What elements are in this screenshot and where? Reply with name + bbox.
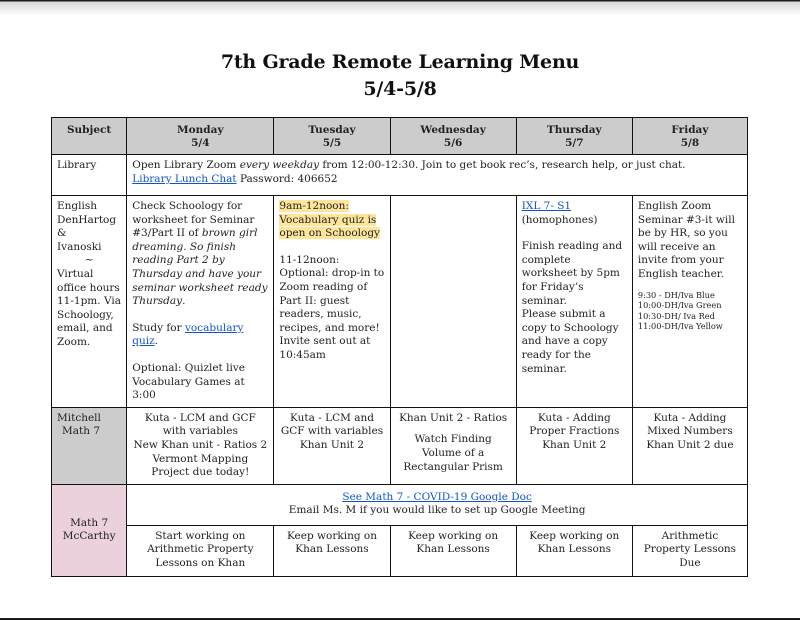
library-info-cell <box>127 155 748 196</box>
subject-teacher: Mitchell <box>57 411 101 424</box>
cell-text: . <box>182 295 186 308</box>
cell-text: Kuta - Adding Proper Fractions <box>529 411 620 438</box>
header-date: 5/7 <box>565 137 584 149</box>
document-date-range: 5/4-5/8 <box>363 78 437 100</box>
cell-text: . <box>154 335 158 348</box>
header-subject <box>52 118 127 155</box>
mccarthy-banner-cell <box>127 484 748 525</box>
subject-mccarthy-math <box>52 484 127 576</box>
highlighted-quiz-note: 9am-12noon: Vocabulary quiz is open on Schoology <box>279 200 380 240</box>
schedule-item: 10:00-DH/Iva Green <box>637 300 722 311</box>
header-monday <box>127 118 274 155</box>
english-monday-cell <box>127 196 274 408</box>
header-day: Tuesday <box>308 124 356 136</box>
header-date: 5/4 <box>191 137 210 149</box>
learning-menu-table <box>51 117 748 577</box>
header-friday <box>632 118 747 155</box>
subject-mitchell-math <box>52 407 127 484</box>
schedule-item: 9:30 - DH/Iva Blue <box>637 289 715 300</box>
cell-text: Khan Unit 2 <box>299 438 365 451</box>
cell-text: Kuta - LCM and GCF with variables <box>280 411 384 438</box>
cell-text: 11-12noon: Optional: drop-in to Zoom reading of Part II: guest readers, music, recipes, and more! Invite sent out at 10:45am <box>279 253 385 361</box>
spacer <box>638 282 742 290</box>
library-text: from 12:00-12:30. Join to get book rec’s, research help, or just chat. <box>319 159 686 171</box>
separator: ~ <box>84 254 94 267</box>
header-date: 5/6 <box>443 137 463 149</box>
mitchell-thursday-cell <box>516 407 632 484</box>
vocabulary-quiz-link[interactable]: vocabulary quiz <box>132 321 244 348</box>
spacer <box>132 349 268 362</box>
table-row-mccarthy-daily <box>52 525 748 576</box>
document-title: 7th Grade Remote Learning Menu <box>220 51 580 73</box>
cell-text: Khan Unit 2 <box>542 438 607 451</box>
header-thursday <box>516 118 632 155</box>
cell-text: Check Schoology for worksheet for Seminar #3/Part II of <box>132 200 255 240</box>
spacer <box>132 309 268 322</box>
mitchell-monday-cell <box>127 407 274 484</box>
header-wednesday <box>390 118 516 155</box>
mitchell-wednesday-cell <box>390 407 516 484</box>
google-meeting-note: Email Ms. M if you would like to set up Google Meeting <box>288 504 586 517</box>
seminar-schedule <box>638 290 742 332</box>
cell-text: Watch Finding Volume of a Rectangular Prism <box>403 433 503 473</box>
subject-name: Math 7 <box>70 516 109 529</box>
subject-name: English <box>57 200 98 212</box>
library-lunch-chat-link[interactable]: Library Lunch Chat <box>132 172 237 185</box>
cell-text: Kuta - Adding Mixed Numbers <box>647 411 733 438</box>
mccarthy-thursday-cell: Keep working on Khan Lessons <box>516 525 632 576</box>
library-text: Open Library Zoom <box>132 159 240 171</box>
mccarthy-wednesday-cell: Keep working on Khan Lessons <box>390 525 516 576</box>
cell-text: Finish reading and complete worksheet by 5pm for Friday’s seminar. <box>521 240 623 307</box>
table-row-library <box>52 155 748 196</box>
schedule-item: 11:00-DH/Iva Yellow <box>637 321 723 332</box>
window-top-edge <box>0 0 800 16</box>
cell-text: Vermont Mapping Project due today! <box>151 452 250 479</box>
cell-text: Khan Unit 2 due <box>646 438 734 451</box>
header-date: 5/8 <box>680 137 700 149</box>
cell-text: Optional: Quizlet live Vocabulary Games at 3:00 <box>132 361 245 402</box>
header-row <box>52 118 748 155</box>
math7-covid-google-doc-link[interactable]: See Math 7 - COVID-19 Google Doc <box>342 490 532 503</box>
table-row-english <box>52 196 748 408</box>
english-friday-cell <box>632 196 747 408</box>
header-date: 5/5 <box>322 137 342 149</box>
subject-english <box>52 196 127 408</box>
mccarthy-friday-cell: Arithmetic Property Lessons Due <box>632 525 747 576</box>
mccarthy-tuesday-cell: Keep working on Khan Lessons <box>274 525 390 576</box>
header-day: Thursday <box>546 124 602 136</box>
office-hours-note: Virtual office hours 11-1pm. Via Schoology, email, and Zoom. <box>57 267 121 348</box>
spacer <box>279 241 384 254</box>
cell-text-italic: brown girl dreaming. So finish reading Part 2 by Thursday and have your seminar worksheet ready Thursday <box>132 227 268 308</box>
header-day: Monday <box>177 124 224 136</box>
cell-text: Khan Unit 2 - Ratios <box>399 411 508 424</box>
header-day: Wednesday <box>420 124 486 136</box>
english-tuesday-cell <box>274 196 390 408</box>
subject-name: Math 7 <box>62 425 101 438</box>
subject-teacher: DenHartog & <box>57 213 117 240</box>
cell-text: New Khan unit - Ratios 2 <box>133 438 268 451</box>
schedule-item: 10:30-DH/ Iva Red <box>637 310 715 321</box>
english-wednesday-cell <box>390 196 516 408</box>
header-label: Subject <box>66 124 112 136</box>
mitchell-tuesday-cell <box>274 407 390 484</box>
spacer <box>522 227 627 240</box>
subject-library: Library <box>52 155 127 196</box>
library-password: Password: 406652 <box>236 172 338 185</box>
subject-teacher: Ivanoski <box>57 240 102 253</box>
cell-text: Study for <box>132 321 185 334</box>
table-row-mccarthy-banner <box>52 484 748 525</box>
library-text-italic: every weekday <box>239 159 320 171</box>
subject-teacher: McCarthy <box>62 530 116 543</box>
header-day: Friday <box>671 124 709 136</box>
cell-text: (homophones) <box>521 213 598 226</box>
cell-text: Kuta - LCM and GCF with variables <box>144 411 256 438</box>
english-thursday-cell <box>516 196 632 408</box>
table-row-mitchell-math <box>52 407 748 484</box>
ixl-link[interactable]: IXL 7- S1 <box>521 200 572 212</box>
spacer <box>396 425 511 433</box>
mitchell-friday-cell <box>632 407 747 484</box>
mccarthy-monday-cell: Start working on Arithmetic Property Lessons on Khan <box>127 525 274 576</box>
cell-text: English Zoom Seminar #3-it will be by HR, so you will receive an invite from your English teacher. <box>637 200 735 280</box>
cell-text: Please submit a copy to Schoology and have a copy ready for the seminar. <box>521 308 619 375</box>
header-tuesday <box>274 118 390 155</box>
